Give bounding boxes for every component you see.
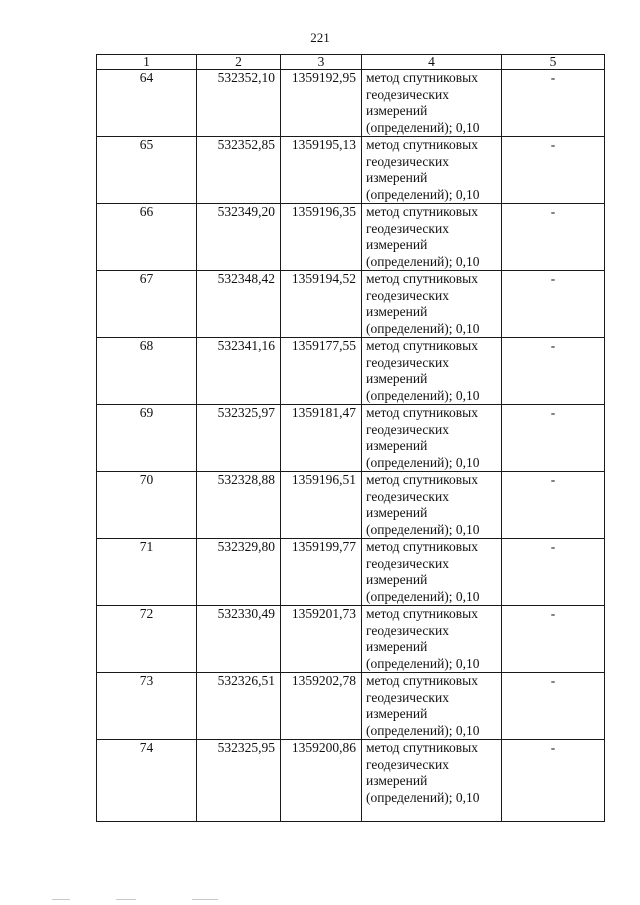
point-number: 74 xyxy=(97,740,197,822)
note-cell: - xyxy=(502,673,605,740)
coordinate-y: 1359201,73 xyxy=(281,606,362,673)
page-number: 221 xyxy=(310,30,330,45)
note-cell: - xyxy=(502,271,605,338)
table-row xyxy=(97,204,605,271)
point-number: 70 xyxy=(97,472,197,539)
note-cell: - xyxy=(502,539,605,606)
coordinate-x: 532328,88 xyxy=(197,472,281,539)
coordinate-y: 1359196,51 xyxy=(281,472,362,539)
measurement-method: метод спутниковых геодезических измерений (определений); 0,10 xyxy=(362,673,502,740)
measurement-method: метод спутниковых геодезических измерений (определений); 0,10 xyxy=(362,271,502,338)
column-header-2: 2 xyxy=(197,55,281,70)
coordinate-y: 1359177,55 xyxy=(281,338,362,405)
point-number: 66 xyxy=(97,204,197,271)
coordinate-x: 532329,80 xyxy=(197,539,281,606)
note-cell: - xyxy=(502,740,605,822)
footer-scan-marks xyxy=(52,899,252,902)
coordinate-x: 532326,51 xyxy=(197,673,281,740)
coordinate-x: 532325,97 xyxy=(197,405,281,472)
coordinate-x: 532341,16 xyxy=(197,338,281,405)
coordinate-x: 532352,10 xyxy=(197,70,281,137)
measurement-method: метод спутниковых геодезических измерений (определений); 0,10 xyxy=(362,740,502,822)
point-number: 67 xyxy=(97,271,197,338)
note-cell: - xyxy=(502,137,605,204)
table-row xyxy=(97,673,605,740)
point-number: 69 xyxy=(97,405,197,472)
table-row xyxy=(97,70,605,137)
measurement-method: метод спутниковых геодезических измерений (определений); 0,10 xyxy=(362,137,502,204)
coordinate-y: 1359202,78 xyxy=(281,673,362,740)
measurement-method: метод спутниковых геодезических измерений (определений); 0,10 xyxy=(362,606,502,673)
coordinate-x: 532348,42 xyxy=(197,271,281,338)
coordinate-x: 532325,95 xyxy=(197,740,281,822)
note-cell: - xyxy=(502,606,605,673)
note-cell: - xyxy=(502,338,605,405)
column-header-3: 3 xyxy=(281,55,362,70)
coordinate-y: 1359195,13 xyxy=(281,137,362,204)
table-row xyxy=(97,539,605,606)
note-cell: - xyxy=(502,472,605,539)
point-number: 72 xyxy=(97,606,197,673)
measurement-method: метод спутниковых геодезических измерений (определений); 0,10 xyxy=(362,539,502,606)
coordinate-y: 1359181,47 xyxy=(281,405,362,472)
measurement-method: метод спутниковых геодезических измерений (определений); 0,10 xyxy=(362,204,502,271)
scan-mark xyxy=(52,899,70,900)
table-row xyxy=(97,472,605,539)
table-header-row xyxy=(97,55,605,70)
coordinate-x: 532330,49 xyxy=(197,606,281,673)
point-number: 64 xyxy=(97,70,197,137)
scan-mark xyxy=(192,899,218,900)
note-cell: - xyxy=(502,204,605,271)
table-row xyxy=(97,137,605,204)
column-header-4: 4 xyxy=(362,55,502,70)
table-row xyxy=(97,740,605,822)
column-header-5: 5 xyxy=(502,55,605,70)
table-row xyxy=(97,405,605,472)
note-cell: - xyxy=(502,405,605,472)
coordinate-y: 1359196,35 xyxy=(281,204,362,271)
note-cell: - xyxy=(502,70,605,137)
measurement-method: метод спутниковых геодезических измерений (определений); 0,10 xyxy=(362,70,502,137)
coordinate-y: 1359199,77 xyxy=(281,539,362,606)
coordinate-x: 532349,20 xyxy=(197,204,281,271)
point-number: 71 xyxy=(97,539,197,606)
point-number: 68 xyxy=(97,338,197,405)
point-number: 65 xyxy=(97,137,197,204)
coordinates-table xyxy=(96,54,605,822)
table-row xyxy=(97,606,605,673)
column-header-1: 1 xyxy=(97,55,197,70)
coordinate-x: 532352,85 xyxy=(197,137,281,204)
coordinate-y: 1359194,52 xyxy=(281,271,362,338)
point-number: 73 xyxy=(97,673,197,740)
measurement-method: метод спутниковых геодезических измерений (определений); 0,10 xyxy=(362,405,502,472)
table-row xyxy=(97,338,605,405)
scan-mark xyxy=(116,899,136,900)
table-row xyxy=(97,271,605,338)
coordinate-y: 1359200,86 xyxy=(281,740,362,822)
measurement-method: метод спутниковых геодезических измерений (определений); 0,10 xyxy=(362,338,502,405)
coordinate-y: 1359192,95 xyxy=(281,70,362,137)
measurement-method: метод спутниковых геодезических измерений (определений); 0,10 xyxy=(362,472,502,539)
